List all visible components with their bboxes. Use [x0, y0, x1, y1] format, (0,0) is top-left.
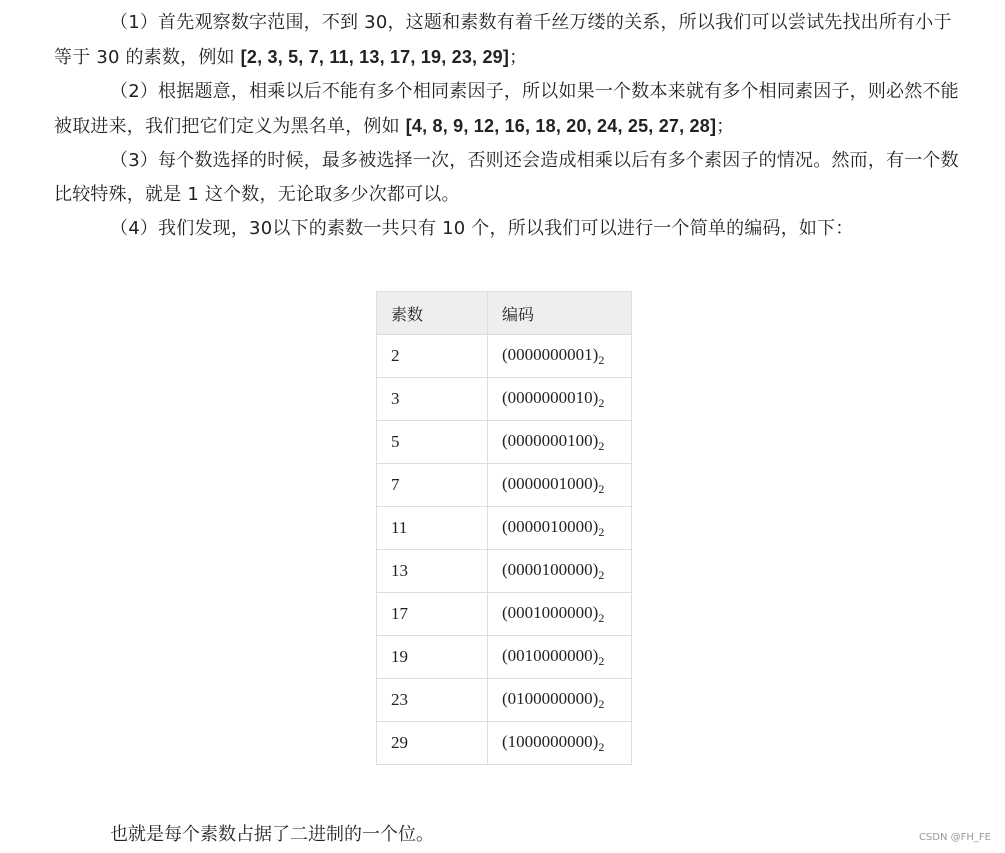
table-row — [377, 593, 632, 636]
table-row — [377, 636, 632, 679]
code-cell — [488, 464, 632, 507]
code-cell — [488, 636, 632, 679]
binary-code: (0000000100) — [502, 430, 599, 450]
encoding-table-wrap — [376, 291, 632, 765]
table-row — [377, 722, 632, 765]
prime-cell: 13 — [377, 550, 488, 593]
prime-cell: 23 — [377, 679, 488, 722]
table-row — [377, 679, 632, 722]
table-header-row — [377, 292, 632, 335]
base-subscript: 2 — [598, 653, 605, 668]
encoding-table — [376, 291, 632, 765]
code-cell — [488, 722, 632, 765]
binary-code: (0001000000) — [502, 602, 599, 622]
paragraph-3-text: （3）每个数选择的时候，最多被选择一次，否则还会造成相乘以后有多个素因子的情况。然而，有一个数比较特殊，就是 1 这个数，无论取多少次都可以。 — [54, 150, 959, 205]
blacklist: [4, 8, 9, 12, 16, 18, 20, 24, 25, 27, 28] — [405, 116, 717, 136]
binary-code: (0000001000) — [502, 473, 599, 493]
paragraph-4 — [54, 212, 964, 246]
binary-code: (0000100000) — [502, 559, 599, 579]
prime-cell: 11 — [377, 507, 488, 550]
binary-code: (0100000000) — [502, 688, 599, 708]
code-cell — [488, 335, 632, 378]
paragraph-2-end: ； — [716, 116, 735, 137]
base-subscript: 2 — [598, 567, 605, 582]
paragraph-2 — [54, 75, 964, 144]
footer-watermark: CSDN @FH_FE — [918, 832, 991, 843]
table-row — [377, 550, 632, 593]
table-row — [377, 335, 632, 378]
prime-cell: 2 — [377, 335, 488, 378]
binary-code: (0000000001) — [502, 344, 599, 364]
base-subscript: 2 — [598, 739, 605, 754]
base-subscript: 2 — [598, 438, 605, 453]
table-row — [377, 421, 632, 464]
header-prime: 素数 — [377, 292, 488, 335]
table-row — [377, 378, 632, 421]
base-subscript: 2 — [598, 481, 605, 496]
binary-code: (0010000000) — [502, 645, 599, 665]
code-cell — [488, 507, 632, 550]
code-cell — [488, 421, 632, 464]
code-cell — [488, 593, 632, 636]
article-body — [54, 0, 964, 246]
base-subscript: 2 — [598, 524, 605, 539]
prime-cell: 3 — [377, 378, 488, 421]
header-code: 编码 — [488, 292, 632, 335]
table-row — [377, 507, 632, 550]
paragraph-2-text: （2）根据题意，相乘以后不能有多个相同素因子，所以如果一个数本来就有多个相同素因子，则必然不能被取进来，我们把它们定义为黑名单，例如 — [54, 81, 959, 137]
code-cell — [488, 550, 632, 593]
binary-code: (0000010000) — [502, 516, 599, 536]
base-subscript: 2 — [598, 696, 605, 711]
paragraph-1-text: （1）首先观察数字范围，不到 30，这题和素数有着千丝万缕的关系，所以我们可以尝试先找出所有小于等于 30 的素数，例如 — [54, 12, 952, 68]
binary-code: (0000000010) — [502, 387, 599, 407]
code-cell — [488, 679, 632, 722]
prime-list: [2, 3, 5, 7, 11, 13, 17, 19, 23, 29] — [240, 47, 510, 67]
base-subscript: 2 — [598, 395, 605, 410]
prime-cell: 29 — [377, 722, 488, 765]
paragraph-1-end: ； — [509, 47, 528, 68]
prime-cell: 7 — [377, 464, 488, 507]
paragraph-4-text: （4）我们发现，30以下的素数一共只有 10 个，所以我们可以进行一个简单的编码，如下： — [110, 218, 854, 239]
prime-cell: 5 — [377, 421, 488, 464]
prime-cell: 17 — [377, 593, 488, 636]
prime-cell: 19 — [377, 636, 488, 679]
base-subscript: 2 — [598, 352, 605, 367]
closing-sentence: 也就是每个素数占据了二进制的一个位。 — [110, 824, 434, 845]
paragraph-1 — [54, 6, 964, 75]
table-row — [377, 464, 632, 507]
binary-code: (1000000000) — [502, 731, 599, 751]
code-cell — [488, 378, 632, 421]
paragraph-3 — [54, 144, 964, 212]
base-subscript: 2 — [598, 610, 605, 625]
